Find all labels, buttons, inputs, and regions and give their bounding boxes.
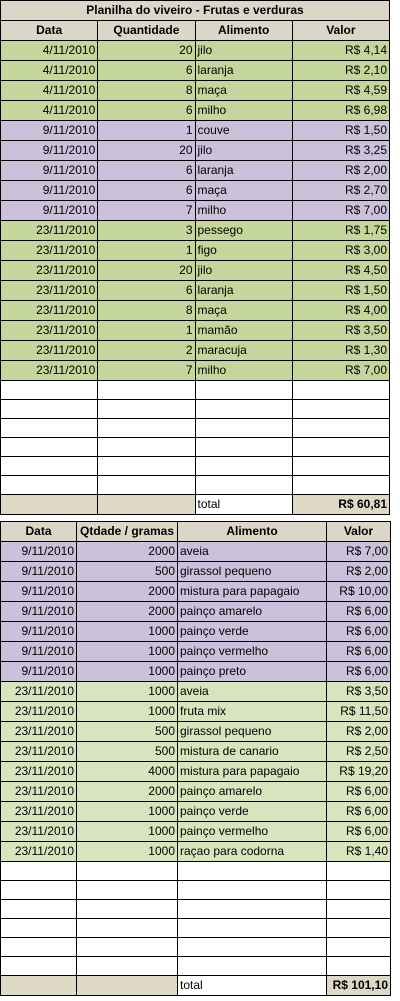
table-row	[1, 361, 390, 381]
cell-item[interactable]: jilo	[195, 41, 292, 61]
cell-item[interactable]: fruta mix	[178, 702, 327, 722]
empty-row	[1, 438, 390, 457]
cell-quantity[interactable]: 20	[98, 141, 195, 161]
cell-date[interactable]: 9/11/2010	[1, 181, 98, 201]
cell-item[interactable]: milho	[195, 361, 292, 381]
empty-row	[1, 381, 390, 400]
table-row	[1, 542, 391, 562]
cell-item[interactable]: maça	[195, 301, 292, 321]
cell-date[interactable]: 23/11/2010	[1, 802, 77, 822]
cell-date[interactable]: 9/11/2010	[1, 542, 77, 562]
empty-row	[1, 400, 390, 419]
cell-value[interactable]: R$ 6,00	[327, 802, 391, 822]
empty-cell[interactable]	[178, 881, 327, 900]
empty-cell[interactable]	[195, 419, 292, 438]
cell-date[interactable]: 9/11/2010	[1, 642, 77, 662]
cell-date[interactable]: 9/11/2010	[1, 622, 77, 642]
total-blank-cell	[98, 495, 195, 515]
table-row	[1, 161, 390, 181]
empty-cell[interactable]	[77, 957, 178, 976]
cell-date[interactable]: 9/11/2010	[1, 662, 77, 682]
cell-quantity[interactable]: 4000	[77, 762, 178, 782]
empty-cell[interactable]	[1, 476, 98, 495]
empty-cell[interactable]	[77, 862, 178, 881]
total-blank-cell	[1, 976, 77, 996]
cell-item[interactable]: mistura de canario	[178, 742, 327, 762]
cell-quantity[interactable]: 1000	[77, 702, 178, 722]
table-row	[1, 822, 391, 842]
cell-value[interactable]: R$ 4,59	[292, 81, 389, 101]
cell-item[interactable]: aveia	[178, 682, 327, 702]
cell-value[interactable]: R$ 2,00	[327, 562, 391, 582]
cell-value[interactable]: R$ 2,50	[327, 742, 391, 762]
cell-value[interactable]: R$ 7,00	[292, 201, 389, 221]
header-value: Valor	[292, 21, 389, 41]
empty-cell[interactable]	[195, 400, 292, 419]
cell-item[interactable]: maracuja	[195, 341, 292, 361]
cell-quantity[interactable]: 6	[98, 101, 195, 121]
cell-item[interactable]: maça	[195, 81, 292, 101]
cell-value[interactable]: R$ 4,50	[292, 261, 389, 281]
empty-cell[interactable]	[98, 400, 195, 419]
cell-date[interactable]: 9/11/2010	[1, 141, 98, 161]
table-row	[1, 702, 391, 722]
cell-quantity[interactable]: 1	[98, 321, 195, 341]
cell-date[interactable]: 23/11/2010	[1, 742, 77, 762]
cell-quantity[interactable]: 2000	[77, 542, 178, 562]
cell-item[interactable]: mistura para papagaio	[178, 582, 327, 602]
cell-quantity[interactable]: 20	[98, 41, 195, 61]
cell-value[interactable]: R$ 2,00	[292, 161, 389, 181]
empty-cell[interactable]	[1, 381, 98, 400]
cell-item[interactable]: milho	[195, 201, 292, 221]
empty-cell[interactable]	[1, 438, 98, 457]
cell-date[interactable]: 23/11/2010	[1, 261, 98, 281]
table-row	[1, 682, 391, 702]
cell-quantity[interactable]: 6	[98, 161, 195, 181]
cell-quantity[interactable]: 500	[77, 562, 178, 582]
cell-value[interactable]: R$ 2,10	[292, 61, 389, 81]
header-value: Valor	[327, 522, 391, 542]
header-date: Data	[1, 21, 98, 41]
table-row	[1, 802, 391, 822]
cell-date[interactable]: 23/11/2010	[1, 301, 98, 321]
table-row	[1, 722, 391, 742]
cell-date[interactable]: 4/11/2010	[1, 81, 98, 101]
empty-cell[interactable]	[98, 438, 195, 457]
cell-date[interactable]: 23/11/2010	[1, 782, 77, 802]
empty-cell[interactable]	[178, 900, 327, 919]
cell-item[interactable]: laranja	[195, 61, 292, 81]
empty-cell[interactable]	[98, 381, 195, 400]
table-row	[1, 241, 390, 261]
cell-item[interactable]: maça	[195, 181, 292, 201]
cell-value[interactable]: R$ 4,14	[292, 41, 389, 61]
table-row	[1, 141, 390, 161]
empty-cell[interactable]	[1, 862, 77, 881]
cell-quantity[interactable]: 1000	[77, 682, 178, 702]
cell-value[interactable]: R$ 3,00	[292, 241, 389, 261]
cell-item[interactable]: painço amarelo	[178, 602, 327, 622]
cell-date[interactable]: 23/11/2010	[1, 341, 98, 361]
cell-item[interactable]: pessego	[195, 221, 292, 241]
cell-value[interactable]: R$ 1,30	[292, 341, 389, 361]
cell-quantity[interactable]: 7	[98, 201, 195, 221]
cell-value[interactable]: R$ 6,00	[327, 822, 391, 842]
cell-value[interactable]: R$ 1,40	[327, 842, 391, 862]
total-label: total	[178, 976, 327, 996]
empty-row	[1, 881, 391, 900]
header-item: Alimento	[178, 522, 327, 542]
cell-item[interactable]: painço preto	[178, 662, 327, 682]
table-row	[1, 301, 390, 321]
total-value: R$ 101,10	[327, 976, 391, 996]
table-row	[1, 201, 390, 221]
cell-item[interactable]: jilo	[195, 261, 292, 281]
table-row	[1, 261, 390, 281]
cell-quantity[interactable]: 7	[98, 361, 195, 381]
empty-cell[interactable]	[1, 900, 77, 919]
cell-item[interactable]: painço verde	[178, 622, 327, 642]
cell-date[interactable]: 23/11/2010	[1, 822, 77, 842]
cell-date[interactable]: 9/11/2010	[1, 201, 98, 221]
cell-value[interactable]: R$ 6,00	[327, 622, 391, 642]
empty-cell[interactable]	[292, 381, 389, 400]
empty-cell[interactable]	[1, 938, 77, 957]
table-row	[1, 602, 391, 622]
empty-cell[interactable]	[195, 457, 292, 476]
empty-cell[interactable]	[178, 957, 327, 976]
cell-date[interactable]: 4/11/2010	[1, 101, 98, 121]
cell-value[interactable]: R$ 6,00	[327, 782, 391, 802]
empty-cell[interactable]	[195, 381, 292, 400]
empty-cell[interactable]	[327, 938, 391, 957]
empty-row	[1, 862, 391, 881]
empty-cell[interactable]	[292, 400, 389, 419]
cell-value[interactable]: R$ 3,25	[292, 141, 389, 161]
empty-cell[interactable]	[292, 457, 389, 476]
empty-cell[interactable]	[327, 881, 391, 900]
cell-quantity[interactable]: 1000	[77, 802, 178, 822]
cell-value[interactable]: R$ 7,00	[292, 361, 389, 381]
cell-date[interactable]: 23/11/2010	[1, 221, 98, 241]
cell-item[interactable]: painço verde	[178, 802, 327, 822]
table-row	[1, 582, 391, 602]
cell-quantity[interactable]: 1000	[77, 622, 178, 642]
empty-cell[interactable]	[178, 862, 327, 881]
cell-item[interactable]: figo	[195, 241, 292, 261]
header-quantity-grams: Qtdade / gramas	[77, 522, 178, 542]
cell-item[interactable]: girassol pequeno	[178, 722, 327, 742]
empty-cell[interactable]	[1, 957, 77, 976]
total-row	[1, 976, 391, 996]
cell-quantity[interactable]: 8	[98, 301, 195, 321]
cell-date[interactable]: 23/11/2010	[1, 762, 77, 782]
cell-value[interactable]: R$ 2,70	[292, 181, 389, 201]
empty-cell[interactable]	[327, 957, 391, 976]
cell-quantity[interactable]: 6	[98, 181, 195, 201]
cell-date[interactable]: 9/11/2010	[1, 161, 98, 181]
cell-date[interactable]: 9/11/2010	[1, 121, 98, 141]
cell-date[interactable]: 23/11/2010	[1, 281, 98, 301]
cell-item[interactable]: mistura para papagaio	[178, 762, 327, 782]
empty-cell[interactable]	[1, 419, 98, 438]
cell-quantity[interactable]: 3	[98, 221, 195, 241]
table-row	[1, 782, 391, 802]
total-row	[1, 495, 390, 515]
cell-date[interactable]: 23/11/2010	[1, 722, 77, 742]
cell-quantity[interactable]: 1	[98, 121, 195, 141]
cell-date[interactable]: 9/11/2010	[1, 582, 77, 602]
cell-date[interactable]: 9/11/2010	[1, 562, 77, 582]
cell-quantity[interactable]: 500	[77, 722, 178, 742]
cell-value[interactable]: R$ 10,00	[327, 582, 391, 602]
empty-cell[interactable]	[195, 476, 292, 495]
cell-quantity[interactable]: 1000	[77, 842, 178, 862]
cell-item[interactable]: painço amarelo	[178, 782, 327, 802]
cell-value[interactable]: R$ 3,50	[327, 682, 391, 702]
table-title-row	[1, 1, 390, 21]
empty-row	[1, 419, 390, 438]
cell-quantity[interactable]: 20	[98, 261, 195, 281]
table-row	[1, 181, 390, 201]
table-row	[1, 81, 390, 101]
empty-cell[interactable]	[98, 457, 195, 476]
cell-date[interactable]: 23/11/2010	[1, 321, 98, 341]
table-row	[1, 41, 390, 61]
cell-value[interactable]: R$ 11,50	[327, 702, 391, 722]
table-row	[1, 742, 391, 762]
cell-quantity[interactable]: 2000	[77, 602, 178, 622]
cell-item[interactable]: laranja	[195, 161, 292, 181]
empty-row	[1, 957, 391, 976]
header-date: Data	[1, 522, 77, 542]
cell-value[interactable]: R$ 4,00	[292, 301, 389, 321]
total-label: total	[195, 495, 292, 515]
empty-cell[interactable]	[1, 400, 98, 419]
empty-cell[interactable]	[195, 438, 292, 457]
empty-row	[1, 900, 391, 919]
table-row	[1, 562, 391, 582]
cell-value[interactable]: R$ 6,00	[327, 642, 391, 662]
cell-value[interactable]: R$ 6,98	[292, 101, 389, 121]
cell-value[interactable]: R$ 1,50	[292, 121, 389, 141]
header-row	[1, 522, 391, 542]
empty-cell[interactable]	[98, 419, 195, 438]
total-value: R$ 60,81	[292, 495, 389, 515]
cell-date[interactable]: 23/11/2010	[1, 702, 77, 722]
table-row	[1, 321, 390, 341]
cell-value[interactable]: R$ 3,50	[292, 321, 389, 341]
cell-quantity[interactable]: 2000	[77, 782, 178, 802]
cell-value[interactable]: R$ 6,00	[327, 662, 391, 682]
cell-item[interactable]: aveia	[178, 542, 327, 562]
empty-cell[interactable]	[292, 438, 389, 457]
empty-cell[interactable]	[292, 476, 389, 495]
empty-cell[interactable]	[327, 900, 391, 919]
empty-cell[interactable]	[1, 881, 77, 900]
empty-cell[interactable]	[178, 938, 327, 957]
cell-date[interactable]: 23/11/2010	[1, 241, 98, 261]
cell-value[interactable]: R$ 19,20	[327, 762, 391, 782]
cell-quantity[interactable]: 1000	[77, 642, 178, 662]
cell-quantity[interactable]: 2	[98, 341, 195, 361]
table-row	[1, 281, 390, 301]
cell-value[interactable]: R$ 1,50	[292, 281, 389, 301]
empty-row	[1, 457, 390, 476]
cell-quantity[interactable]: 1000	[77, 822, 178, 842]
total-blank-cell	[1, 495, 98, 515]
empty-row	[1, 938, 391, 957]
empty-cell[interactable]	[292, 419, 389, 438]
empty-cell[interactable]	[327, 862, 391, 881]
table-row	[1, 341, 390, 361]
total-blank-cell	[77, 976, 178, 996]
cell-value[interactable]: R$ 1,75	[292, 221, 389, 241]
cell-item[interactable]: painço vermelho	[178, 642, 327, 662]
cell-quantity[interactable]: 8	[98, 81, 195, 101]
cell-quantity[interactable]: 2000	[77, 582, 178, 602]
table-row	[1, 221, 390, 241]
cell-value[interactable]: R$ 2,00	[327, 722, 391, 742]
empty-cell[interactable]	[327, 919, 391, 938]
header-item: Alimento	[195, 21, 292, 41]
header-row	[1, 21, 390, 41]
table-row	[1, 662, 391, 682]
cell-date[interactable]: 9/11/2010	[1, 602, 77, 622]
empty-cell[interactable]	[77, 900, 178, 919]
cell-item[interactable]: girassol pequeno	[178, 562, 327, 582]
cell-quantity[interactable]: 1000	[77, 662, 178, 682]
table-row	[1, 642, 391, 662]
cell-date[interactable]: 23/11/2010	[1, 842, 77, 862]
empty-cell[interactable]	[1, 457, 98, 476]
table-row	[1, 101, 390, 121]
cell-date[interactable]: 4/11/2010	[1, 41, 98, 61]
empty-row	[1, 919, 391, 938]
table-row	[1, 762, 391, 782]
table-row	[1, 842, 391, 862]
empty-cell[interactable]	[1, 919, 77, 938]
empty-cell[interactable]	[178, 919, 327, 938]
empty-cell[interactable]	[77, 881, 178, 900]
cell-item[interactable]: couve	[195, 121, 292, 141]
cell-quantity[interactable]: 6	[98, 281, 195, 301]
cell-item[interactable]: jilo	[195, 141, 292, 161]
cell-date[interactable]: 23/11/2010	[1, 682, 77, 702]
cell-date[interactable]: 4/11/2010	[1, 61, 98, 81]
cell-value[interactable]: R$ 7,00	[327, 542, 391, 562]
cell-date[interactable]: 23/11/2010	[1, 361, 98, 381]
cell-item[interactable]: laranja	[195, 281, 292, 301]
cell-value[interactable]: R$ 6,00	[327, 602, 391, 622]
cell-item[interactable]: raçao para codorna	[178, 842, 327, 862]
table-row	[1, 61, 390, 81]
cell-item[interactable]: milho	[195, 101, 292, 121]
cell-quantity[interactable]: 1	[98, 241, 195, 261]
cell-quantity[interactable]: 500	[77, 742, 178, 762]
cell-quantity[interactable]: 6	[98, 61, 195, 81]
empty-row	[1, 476, 390, 495]
header-quantity: Quantidade	[98, 21, 195, 41]
table-row	[1, 121, 390, 141]
empty-cell[interactable]	[77, 919, 178, 938]
cell-item[interactable]: painço vermelho	[178, 822, 327, 842]
empty-cell[interactable]	[98, 476, 195, 495]
table-title: Planilha do viveiro - Frutas e verduras	[1, 1, 390, 21]
seed-feed-table	[0, 521, 391, 996]
cell-item[interactable]: mamão	[195, 321, 292, 341]
table-row	[1, 622, 391, 642]
empty-cell[interactable]	[77, 938, 178, 957]
